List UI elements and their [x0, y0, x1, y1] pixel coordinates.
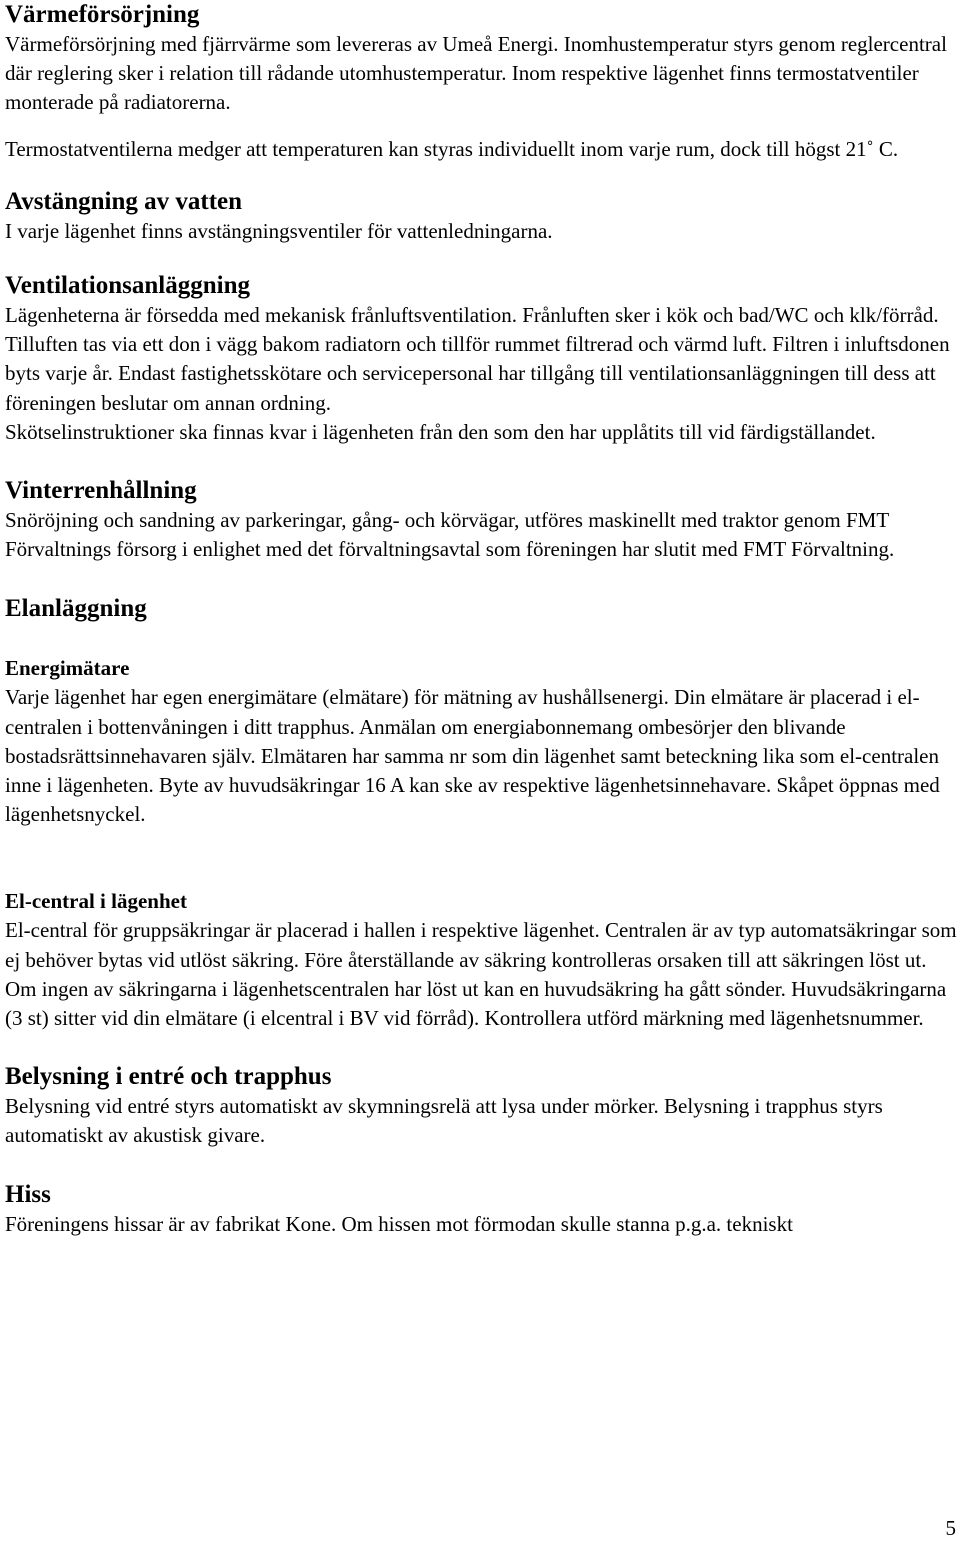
section-belysning — [5, 1062, 957, 1150]
heading-avstangning: Avstängning av vatten — [5, 187, 243, 215]
paragraph-ventilation: Lägenheterna är försedda med mekanisk frånluftsventilation. Frånluften sker i kök och bad/WC och klk/förråd. Tilluften tas via ett don i vägg bakom radiatorn och tillför rummet filtrerad och värmd luft. Filtren i inluftsdonen byts varje år. Endast fastighetsskötare och servicepersonal har tillgång till ventilationsanläggningen till dess att föreningen beslutar om annan ordning. — [5, 303, 950, 415]
section-elcentral — [5, 887, 957, 1033]
heading-varmeforsorjning: Värmeförsörjning — [5, 1, 200, 28]
section-elanlaggning — [5, 594, 957, 624]
document-page — [5, 0, 957, 1239]
paragraph-termostatventiler: Termostatventilerna medger att temperaturen kan styras individuellt inom varje rum, dock till högst 21˚ C. — [5, 136, 899, 161]
paragraph-varmeforsorjning-intro: Värmeförsörjning med fjärrvärme som levereras av Umeå Energi. Inomhustemperatur styrs genom reglercentral där reglering sker i relation till rådande utomhustemperatur. Inom respektive lägenhet finns termostatventiler monterade på radiatorerna. — [5, 32, 947, 115]
section-energimatare — [5, 654, 957, 829]
heading-elcentral: El-central i lägenhet — [5, 889, 187, 914]
heading-belysning: Belysning i entré och trapphus — [5, 1063, 332, 1091]
section-avstangning — [5, 187, 957, 246]
section-hiss — [5, 1180, 957, 1239]
paragraph-skotselinstruktioner: Skötselinstruktioner ska finnas kvar i lägenheten från den som den har upplåtits till vid färdigställandet. — [5, 419, 876, 444]
heading-energimatare: Energimätare — [5, 656, 130, 681]
section-vinterrenhallning — [5, 476, 957, 564]
paragraph-vinterrenhallning: Snöröjning och sandning av parkeringar, gång- och körvägar, utföres maskinellt med traktor genom FMT Förvaltnings försorg i enlighet med det förvaltningsavtal som föreningen har slutit med FMT Förvaltning. — [5, 508, 895, 562]
paragraph-avstangning: I varje lägenhet finns avstängningsventiler för vattenledningarna. — [5, 218, 553, 243]
page-number: 5 — [945, 1516, 956, 1540]
paragraph-belysning: Belysning vid entré styrs automatiskt av skymningsrelä att lysa under mörker. Belysning i trapphus styrs automatiskt av akustisk givare. — [5, 1094, 883, 1148]
paragraph-hiss: Föreningens hissar är av fabrikat Kone. Om hissen mot förmodan skulle stanna p.g.a. tekniskt — [5, 1211, 793, 1236]
section-ventilation — [5, 271, 957, 447]
paragraph-elcentral: El-central för gruppsäkringar är placerad i hallen i respektive lägenhet. Centralen är av typ automatsäkringar som ej behöver bytas vid utlöst säkring. Före återställande av säkring kontrolleras orsaken till att säkringen löst ut. Om ingen av säkringarna i lägenhetscentralen har löst ut kan en huvudsäkring ha gått sönder. Huvudsäkringarna (3 st) sitter vid din elmätare (i elcentral i BV vid förråd). Kontrollera utförd märkning med lägenhetsnummer. — [5, 918, 957, 1031]
section-varmeforsorjning — [5, 0, 957, 164]
paragraph-energimatare: Varje lägenhet har egen energimätare (elmätare) för mätning av hushållsenergi. Din elmätare är placerad i el-centralen i bottenvåningen i ditt trapphus. Anmälan om energiabonnemang ombesörjer den blivande bostadsrättsinnehavaren själv. Elmätaren har samma nr som din lägenhet samt beteckning lika som el-centralen inne i lägenheten. Byte av huvudsäkringar 16 A kan ske av respektive lägenhetsinnehavare. Skåpet öppnas med lägenhetsnyckel. — [5, 685, 940, 827]
heading-vinterrenhallning: Vinterrenhållning — [5, 477, 197, 505]
heading-ventilation: Ventilationsanläggning — [5, 272, 250, 300]
heading-elanlaggning: Elanläggning — [5, 595, 147, 623]
heading-hiss: Hiss — [5, 1180, 51, 1208]
